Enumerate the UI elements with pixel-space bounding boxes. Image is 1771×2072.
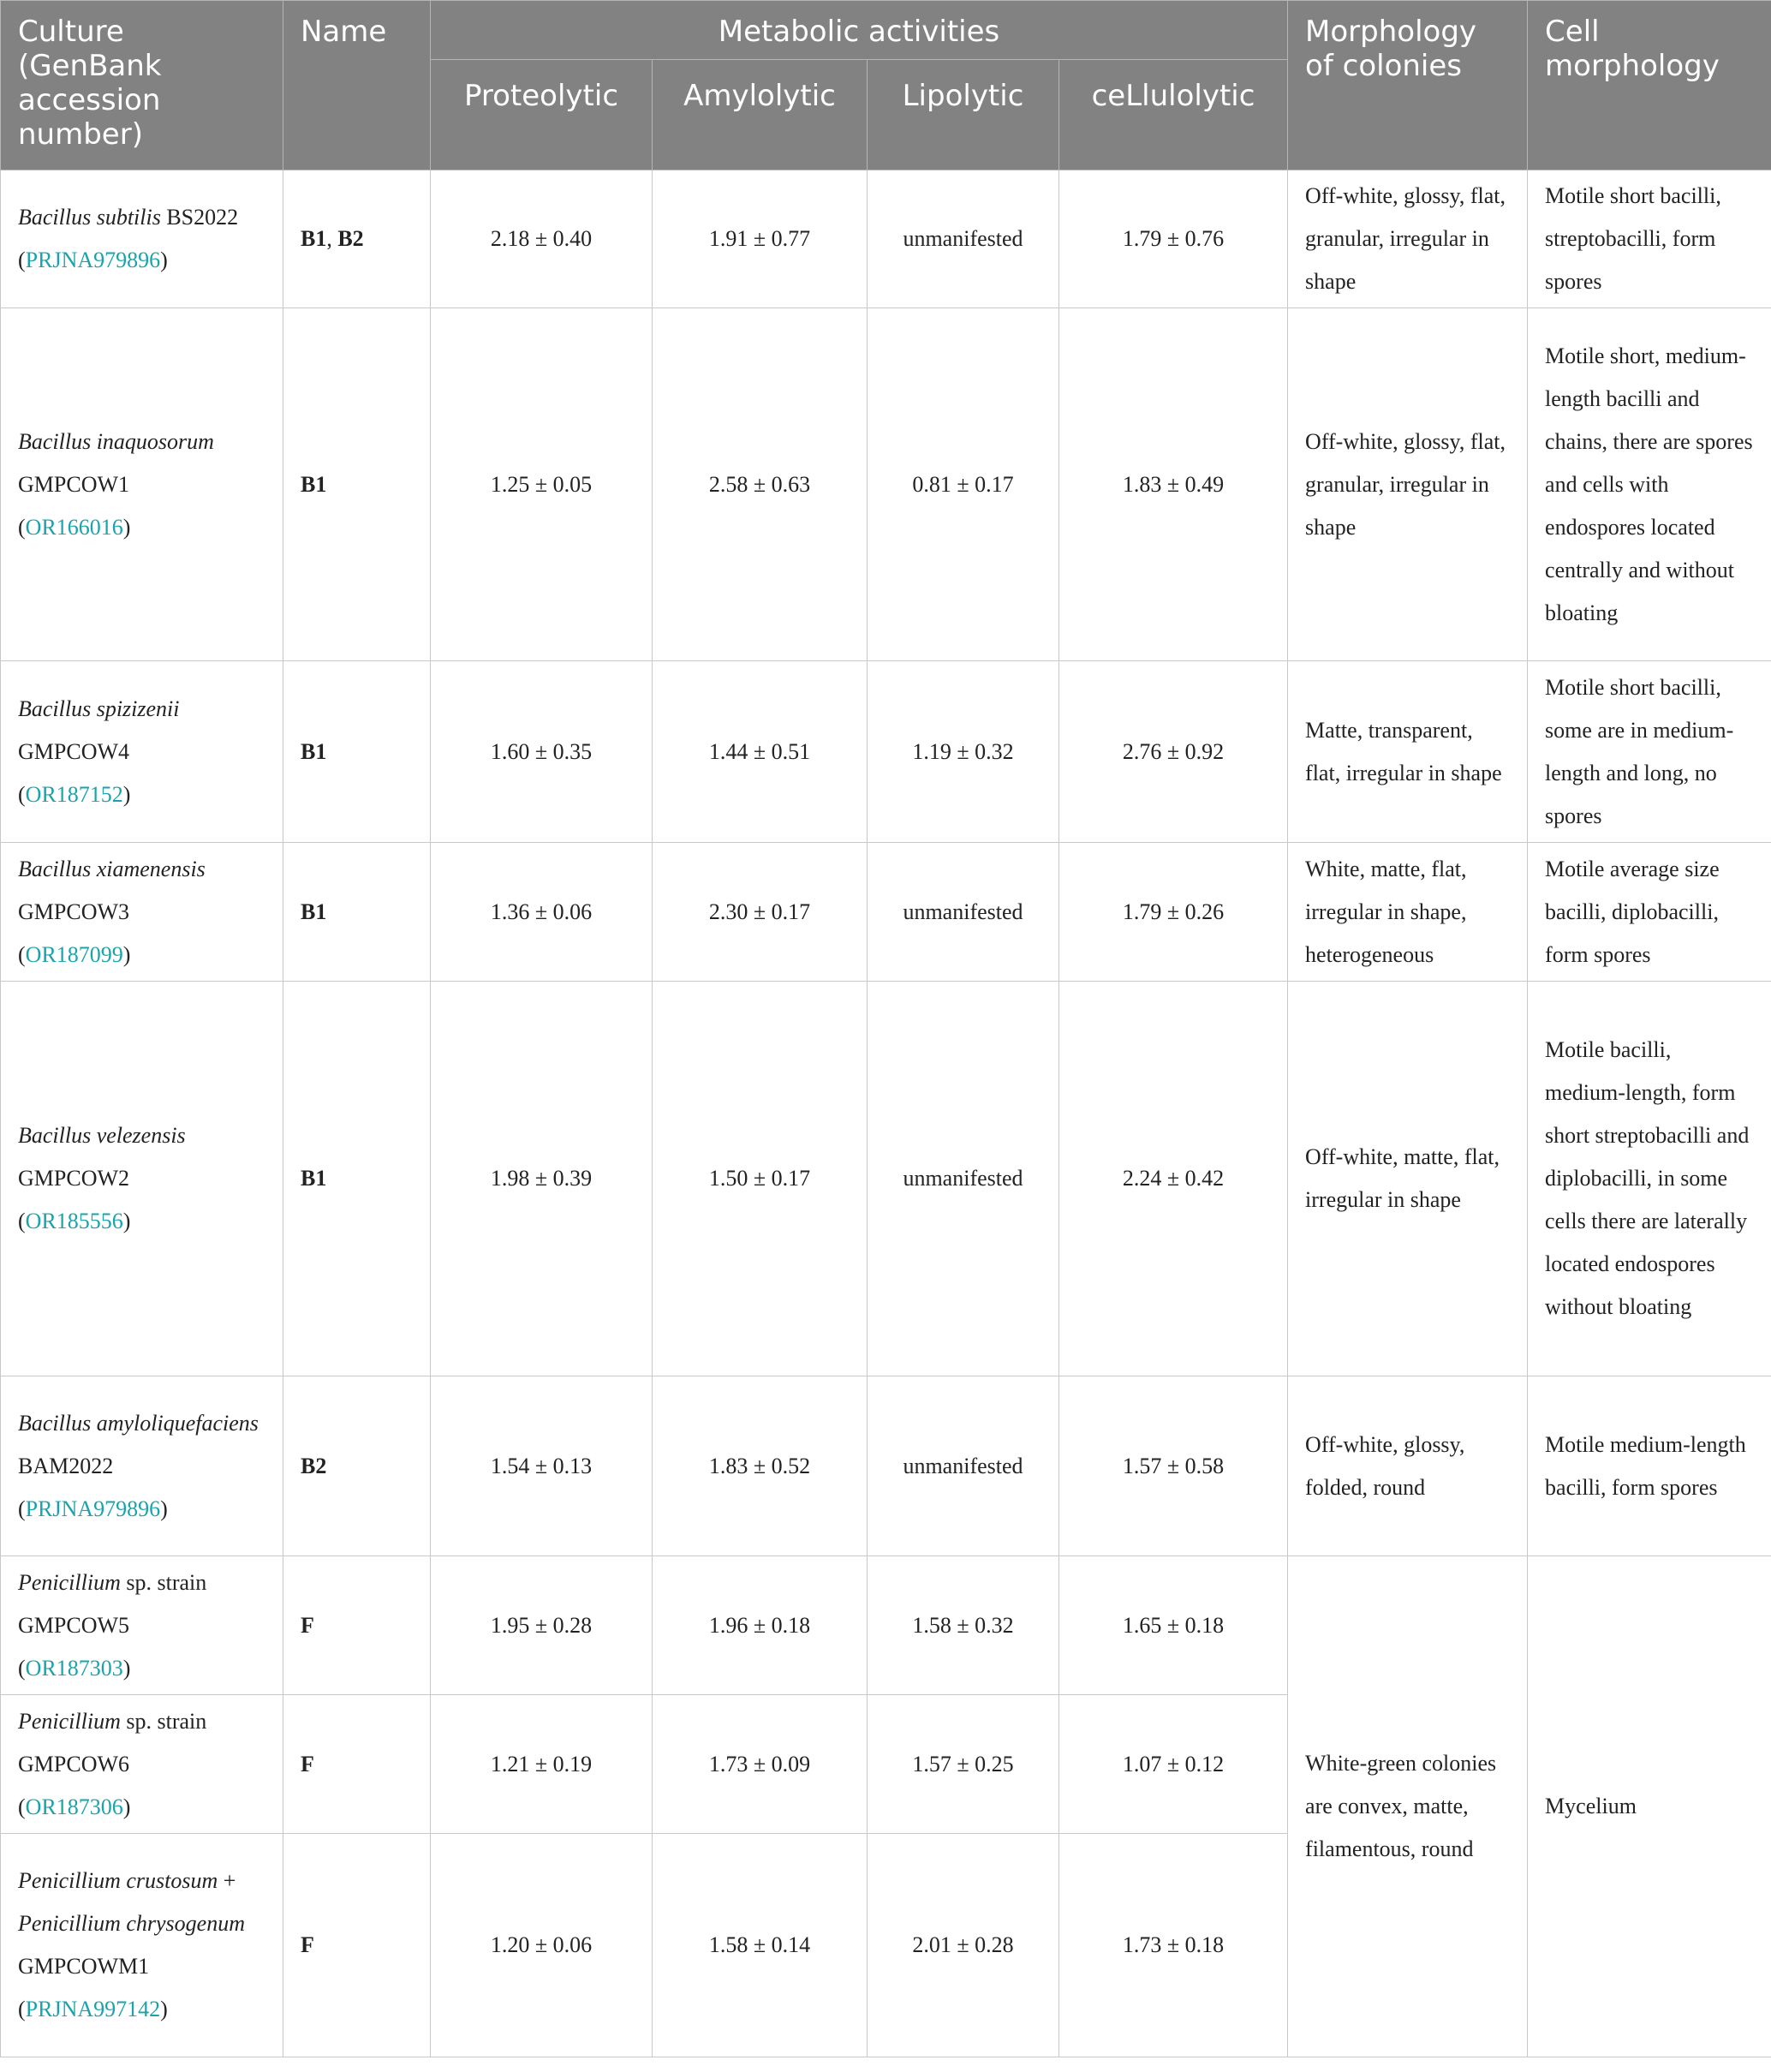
strain-name: GMPCOW3 xyxy=(18,899,130,924)
accession-link[interactable]: PRJNA979896 xyxy=(25,248,161,272)
cellulolytic-value: 1.79 ± 0.76 xyxy=(1059,170,1288,308)
header-proteolytic: Proteolytic xyxy=(431,60,653,170)
cell-morphology: Mycelium xyxy=(1528,1556,1771,2057)
name-cell: B1, B2 xyxy=(283,170,431,308)
lipolytic-value: unmanifested xyxy=(868,170,1059,308)
proteolytic-value: 1.60 ± 0.35 xyxy=(431,661,653,843)
cell-morphology: Motile short bacilli, some are in medium-length and long, no spores xyxy=(1528,661,1771,843)
header-name: Name xyxy=(283,1,431,170)
proteolytic-value: 1.95 ± 0.28 xyxy=(431,1556,653,1695)
name-cell: B1 xyxy=(283,661,431,843)
strain-name: sp. strain GMPCOW6 xyxy=(18,1708,207,1776)
colony-morphology: Off-white, glossy, flat, granular, irregular in shape xyxy=(1288,170,1528,308)
amylolytic-value: 1.91 ± 0.77 xyxy=(653,170,868,308)
colony-morphology: White-green colonies are convex, matte, filamentous, round xyxy=(1288,1556,1528,2057)
culture-cell: Bacillus velezensis GMPCOW2 (OR185556) xyxy=(1,982,283,1376)
colony-morphology: Off-white, glossy, folded, round xyxy=(1288,1376,1528,1556)
table-row xyxy=(1,982,1771,1376)
proteolytic-value: 1.25 ± 0.05 xyxy=(431,308,653,661)
amylolytic-value: 2.30 ± 0.17 xyxy=(653,843,868,982)
name-cell: B2 xyxy=(283,1376,431,1556)
cellulolytic-value: 1.65 ± 0.18 xyxy=(1059,1556,1288,1695)
species-name: Bacillus spizizenii xyxy=(18,696,180,721)
accession-link[interactable]: PRJNA979896 xyxy=(25,1496,161,1521)
cell-morphology: Motile average size bacilli, diplobacilli, form spores xyxy=(1528,843,1771,982)
table-row xyxy=(1,170,1771,308)
header-cellulolytic: ceLlulolytic xyxy=(1059,60,1288,170)
lipolytic-value: 1.58 ± 0.32 xyxy=(868,1556,1059,1695)
cellulolytic-value: 1.83 ± 0.49 xyxy=(1059,308,1288,661)
lipolytic-value: 1.57 ± 0.25 xyxy=(868,1695,1059,1834)
strain-name: GMPCOW1 xyxy=(18,471,130,497)
header-lipolytic: Lipolytic xyxy=(868,60,1059,170)
culture-cell: Bacillus inaquosorum GMPCOW1 (OR166016) xyxy=(1,308,283,661)
amylolytic-value: 1.50 ± 0.17 xyxy=(653,982,868,1376)
species-name: Penicillium xyxy=(18,1569,121,1595)
accession-link[interactable]: OR166016 xyxy=(25,514,123,540)
accession-link[interactable]: OR187306 xyxy=(25,1794,123,1819)
accession-link[interactable]: OR187303 xyxy=(25,1655,123,1681)
name-cell: F xyxy=(283,1695,431,1834)
lipolytic-value: unmanifested xyxy=(868,982,1059,1376)
species-name: Bacillus velezensis xyxy=(18,1123,186,1148)
table-row xyxy=(1,308,1771,661)
lipolytic-value: 2.01 ± 0.28 xyxy=(868,1834,1059,2057)
strain-name: GMPCOW2 xyxy=(18,1166,130,1191)
colony-morphology: White, matte, flat, irregular in shape, heterogeneous xyxy=(1288,843,1528,982)
cellulolytic-value: 2.76 ± 0.92 xyxy=(1059,661,1288,843)
header-amylolytic: Amylolytic xyxy=(653,60,868,170)
strain-name: GMPCOWM1 xyxy=(18,1954,150,1979)
culture-cell: Bacillus amyloliquefaciens BAM2022 (PRJNA979896) xyxy=(1,1376,283,1556)
header-cell-morphology: Cell morphology xyxy=(1528,1,1771,170)
cell-morphology: Motile medium-length bacilli, form spores xyxy=(1528,1376,1771,1556)
cell-morphology: Motile short bacilli, streptobacilli, form spores xyxy=(1528,170,1771,308)
amylolytic-value: 1.73 ± 0.09 xyxy=(653,1695,868,1834)
accession-link[interactable]: PRJNA997142 xyxy=(25,1997,161,2021)
species-name: Bacillus subtilis xyxy=(18,205,161,230)
colony-morphology: Off-white, glossy, flat, granular, irregular in shape xyxy=(1288,308,1528,661)
table-row xyxy=(1,661,1771,843)
lipolytic-value: 0.81 ± 0.17 xyxy=(868,308,1059,661)
lipolytic-value: unmanifested xyxy=(868,843,1059,982)
accession-link[interactable]: OR187099 xyxy=(25,941,123,967)
amylolytic-value: 1.83 ± 0.52 xyxy=(653,1376,868,1556)
name-cell: F xyxy=(283,1834,431,2057)
cellulolytic-value: 1.57 ± 0.58 xyxy=(1059,1376,1288,1556)
species-name-2: Penicillium chrysogenum xyxy=(18,1911,245,1936)
culture-cell: Penicillium sp. strain GMPCOW6 (OR187306) xyxy=(1,1695,283,1834)
culture-cell: Bacillus spizizenii GMPCOW4 (OR187152) xyxy=(1,661,283,843)
species-name: Bacillus xiamenensis xyxy=(18,856,206,881)
cell-morphology: Motile short, medium-length bacilli and chains, there are spores and cells with endospores located centrally and without bloating xyxy=(1528,308,1771,661)
table-row xyxy=(1,843,1771,982)
amylolytic-value: 1.58 ± 0.14 xyxy=(653,1834,868,2057)
name-cell: B1 xyxy=(283,843,431,982)
species-name: Penicillium xyxy=(18,1708,121,1734)
cellulolytic-value: 1.73 ± 0.18 xyxy=(1059,1834,1288,2057)
accession-link[interactable]: OR185556 xyxy=(25,1209,123,1233)
name-cell: F xyxy=(283,1556,431,1695)
amylolytic-value: 2.58 ± 0.63 xyxy=(653,308,868,661)
culture-cell: Penicillium crustosum + Penicillium chrysogenum GMPCOWM1 (PRJNA997142) xyxy=(1,1834,283,2057)
proteolytic-value: 1.20 ± 0.06 xyxy=(431,1834,653,2057)
species-name: Bacillus inaquosorum xyxy=(18,428,214,454)
strain-name: GMPCOW4 xyxy=(18,738,130,764)
header-colony-morphology: Morphology of colonies xyxy=(1288,1,1528,170)
table-row xyxy=(1,1376,1771,1556)
culture-cell: Bacillus xiamenensis GMPCOW3 (OR187099) xyxy=(1,843,283,982)
culture-cell: Bacillus subtilis BS2022 (PRJNA979896) xyxy=(1,170,283,308)
header-culture: Culture (GenBank accession number) xyxy=(1,1,283,170)
species-name: Penicillium crustosum xyxy=(18,1868,218,1893)
colony-morphology: Matte, transparent, flat, irregular in shape xyxy=(1288,661,1528,843)
proteolytic-value: 1.21 ± 0.19 xyxy=(431,1695,653,1834)
amylolytic-value: 1.96 ± 0.18 xyxy=(653,1556,868,1695)
cellulolytic-value: 1.79 ± 0.26 xyxy=(1059,843,1288,982)
header-metabolic-activities: Metabolic activities xyxy=(431,1,1288,60)
colony-morphology: Off-white, matte, flat, irregular in shape xyxy=(1288,982,1528,1376)
accession-link[interactable]: OR187152 xyxy=(25,781,123,807)
amylolytic-value: 1.44 ± 0.51 xyxy=(653,661,868,843)
lipolytic-value: unmanifested xyxy=(868,1376,1059,1556)
proteolytic-value: 1.36 ± 0.06 xyxy=(431,843,653,982)
strain-name: BAM2022 xyxy=(18,1453,114,1478)
strain-name: sp. strain GMPCOW5 xyxy=(18,1569,207,1638)
table-row xyxy=(1,1556,1771,1695)
culture-cell: Penicillium sp. strain GMPCOW5 (OR187303) xyxy=(1,1556,283,1695)
proteolytic-value: 1.98 ± 0.39 xyxy=(431,982,653,1376)
species-name: Bacillus amyloliquefaciens xyxy=(18,1410,259,1436)
name-cell: B1 xyxy=(283,982,431,1376)
name-cell: B1 xyxy=(283,308,431,661)
cellulolytic-value: 1.07 ± 0.12 xyxy=(1059,1695,1288,1834)
cell-morphology: Motile bacilli, medium-length, form short streptobacilli and diplobacilli, in some cells there are laterally located endospores without bloating xyxy=(1528,982,1771,1376)
proteolytic-value: 2.18 ± 0.40 xyxy=(431,170,653,308)
cellulolytic-value: 2.24 ± 0.42 xyxy=(1059,982,1288,1376)
lipolytic-value: 1.19 ± 0.32 xyxy=(868,661,1059,843)
proteolytic-value: 1.54 ± 0.13 xyxy=(431,1376,653,1556)
strain-name: BS2022 xyxy=(160,205,239,230)
